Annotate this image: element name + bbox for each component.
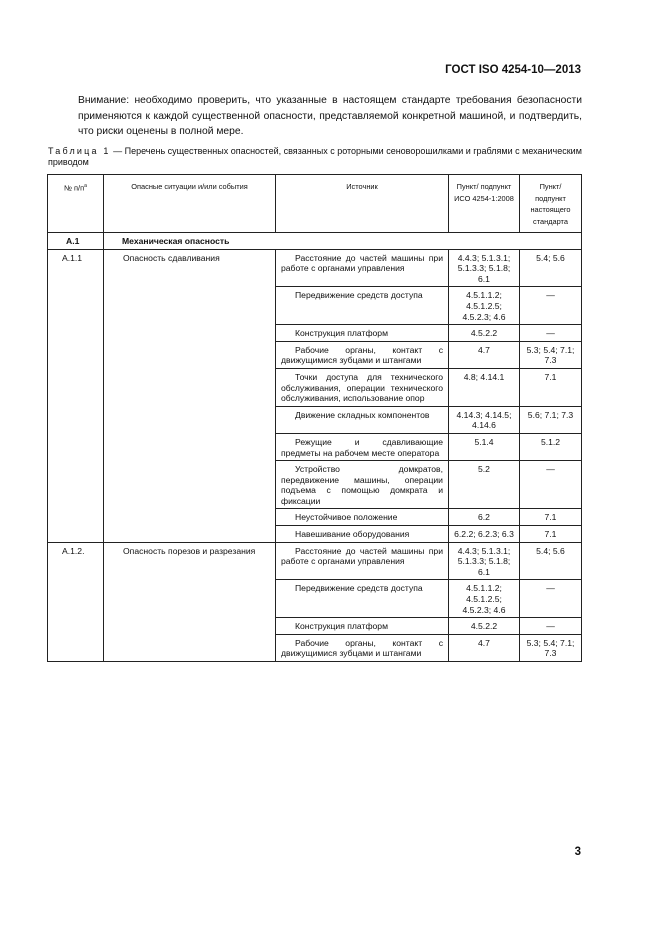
- table-caption-text: — Перечень существенных опасностей, связанных с роторными сеноворошилками и граблями с механическим приводом: [48, 146, 582, 167]
- standard-clause: —: [520, 580, 582, 618]
- iso-clause: 4.4.3; 5.1.3.1; 5.1.3.3; 5.1.8; 6.1: [449, 249, 520, 287]
- iso-clause: 4.7: [449, 634, 520, 661]
- hazard-situation: Опасность сдавливания: [104, 249, 276, 542]
- hazard-situation: Опасность порезов и разрезания: [104, 542, 276, 661]
- hazard-source: Движение складных компонентов: [276, 406, 449, 433]
- iso-clause: 5.2: [449, 461, 520, 509]
- hazards-table: [47, 174, 582, 662]
- iso-clause: 4.8; 4.14.1: [449, 368, 520, 406]
- iso-clause: 4.4.3; 5.1.3.1; 5.1.3.3; 5.1.8; 6.1: [449, 542, 520, 580]
- header-situation: Опасные ситуации и/или события: [104, 175, 276, 233]
- iso-clause: 4.5.2.2: [449, 618, 520, 635]
- header-std-clause: Пункт/ подпункт настоящего стандарта: [520, 175, 582, 233]
- standard-clause: 5.6; 7.1; 7.3: [520, 406, 582, 433]
- iso-clause: 4.14.3; 4.14.5; 4.14.6: [449, 406, 520, 433]
- hazard-source: Передвижение средств доступа: [276, 580, 449, 618]
- header-iso-clause: Пункт/ подпункт ИСО 4254-1:2008: [449, 175, 520, 233]
- hazard-number: А.1.2.: [48, 542, 104, 661]
- hazard-source: Конструкция платформ: [276, 325, 449, 342]
- hazard-source: Передвижение средств доступа: [276, 287, 449, 325]
- standard-clause: 5.4; 5.6: [520, 542, 582, 580]
- hazard-source: Режущие и сдавливающие предметы на рабочем месте оператора: [276, 433, 449, 460]
- table-row: [48, 249, 582, 287]
- standard-clause: —: [520, 287, 582, 325]
- document-header: ГОСТ ISO 4254-10—2013: [445, 64, 581, 76]
- iso-clause: 4.5.1.1.2; 4.5.1.2.5; 4.5.2.3; 4.6: [449, 580, 520, 618]
- table-header-row: [48, 175, 582, 233]
- hazard-source: Конструкция платформ: [276, 618, 449, 635]
- iso-clause: 4.7: [449, 341, 520, 368]
- standard-clause: 7.1: [520, 368, 582, 406]
- hazard-source: Устройство домкратов, передвижение машины, операции подъема с помощью домкрата и фиксации: [276, 461, 449, 509]
- standard-clause: —: [520, 325, 582, 342]
- section-title: Механическая опасность: [104, 233, 582, 250]
- intro-text: Внимание: необходимо проверить, что указанные в настоящем стандарте требования безопасности применяются к каждой существенной опасности, представляемой конкретной машиной, и подтвердить, что риски оценены в полной мере.: [78, 95, 582, 137]
- intro-paragraph: [78, 93, 582, 140]
- standard-clause: 5.3; 5.4; 7.1; 7.3: [520, 341, 582, 368]
- table-caption: [48, 146, 582, 168]
- hazard-source: Расстояние до частей машины при работе с органами управления: [276, 249, 449, 287]
- iso-clause: 4.5.2.2: [449, 325, 520, 342]
- hazard-source: Расстояние до частей машины при работе с органами управления: [276, 542, 449, 580]
- hazard-source: Неустойчивое положение: [276, 509, 449, 526]
- section-row: [48, 233, 582, 250]
- header-source: Источник: [276, 175, 449, 233]
- hazard-source: Навешивание оборудования: [276, 526, 449, 543]
- hazard-source: Рабочие органы, контакт с движущимися зубцами и штангами: [276, 341, 449, 368]
- header-num: № $п/п^а$: [48, 175, 104, 233]
- standard-clause: 7.1: [520, 509, 582, 526]
- page-number: 3: [574, 846, 581, 858]
- standard-clause: 7.1: [520, 526, 582, 543]
- section-number: А.1: [48, 233, 104, 250]
- standard-clause: 5.3; 5.4; 7.1; 7.3: [520, 634, 582, 661]
- iso-clause: 5.1.4: [449, 433, 520, 460]
- hazard-source: Точки доступа для технического обслуживания, операции технического обслуживания, использование опор: [276, 368, 449, 406]
- standard-clause: 5.1.2: [520, 433, 582, 460]
- iso-clause: 6.2.2; 6.2.3; 6.3: [449, 526, 520, 543]
- hazard-source: Рабочие органы, контакт с движущимися зубцами и штангами: [276, 634, 449, 661]
- standard-clause: —: [520, 618, 582, 635]
- iso-clause: 4.5.1.1.2; 4.5.1.2.5; 4.5.2.3; 4.6: [449, 287, 520, 325]
- hazard-number: А.1.1: [48, 249, 104, 542]
- table-row: [48, 542, 582, 580]
- table-caption-label: Таблица 1: [48, 146, 111, 156]
- standard-clause: —: [520, 461, 582, 509]
- standard-clause: 5.4; 5.6: [520, 249, 582, 287]
- iso-clause: 6.2: [449, 509, 520, 526]
